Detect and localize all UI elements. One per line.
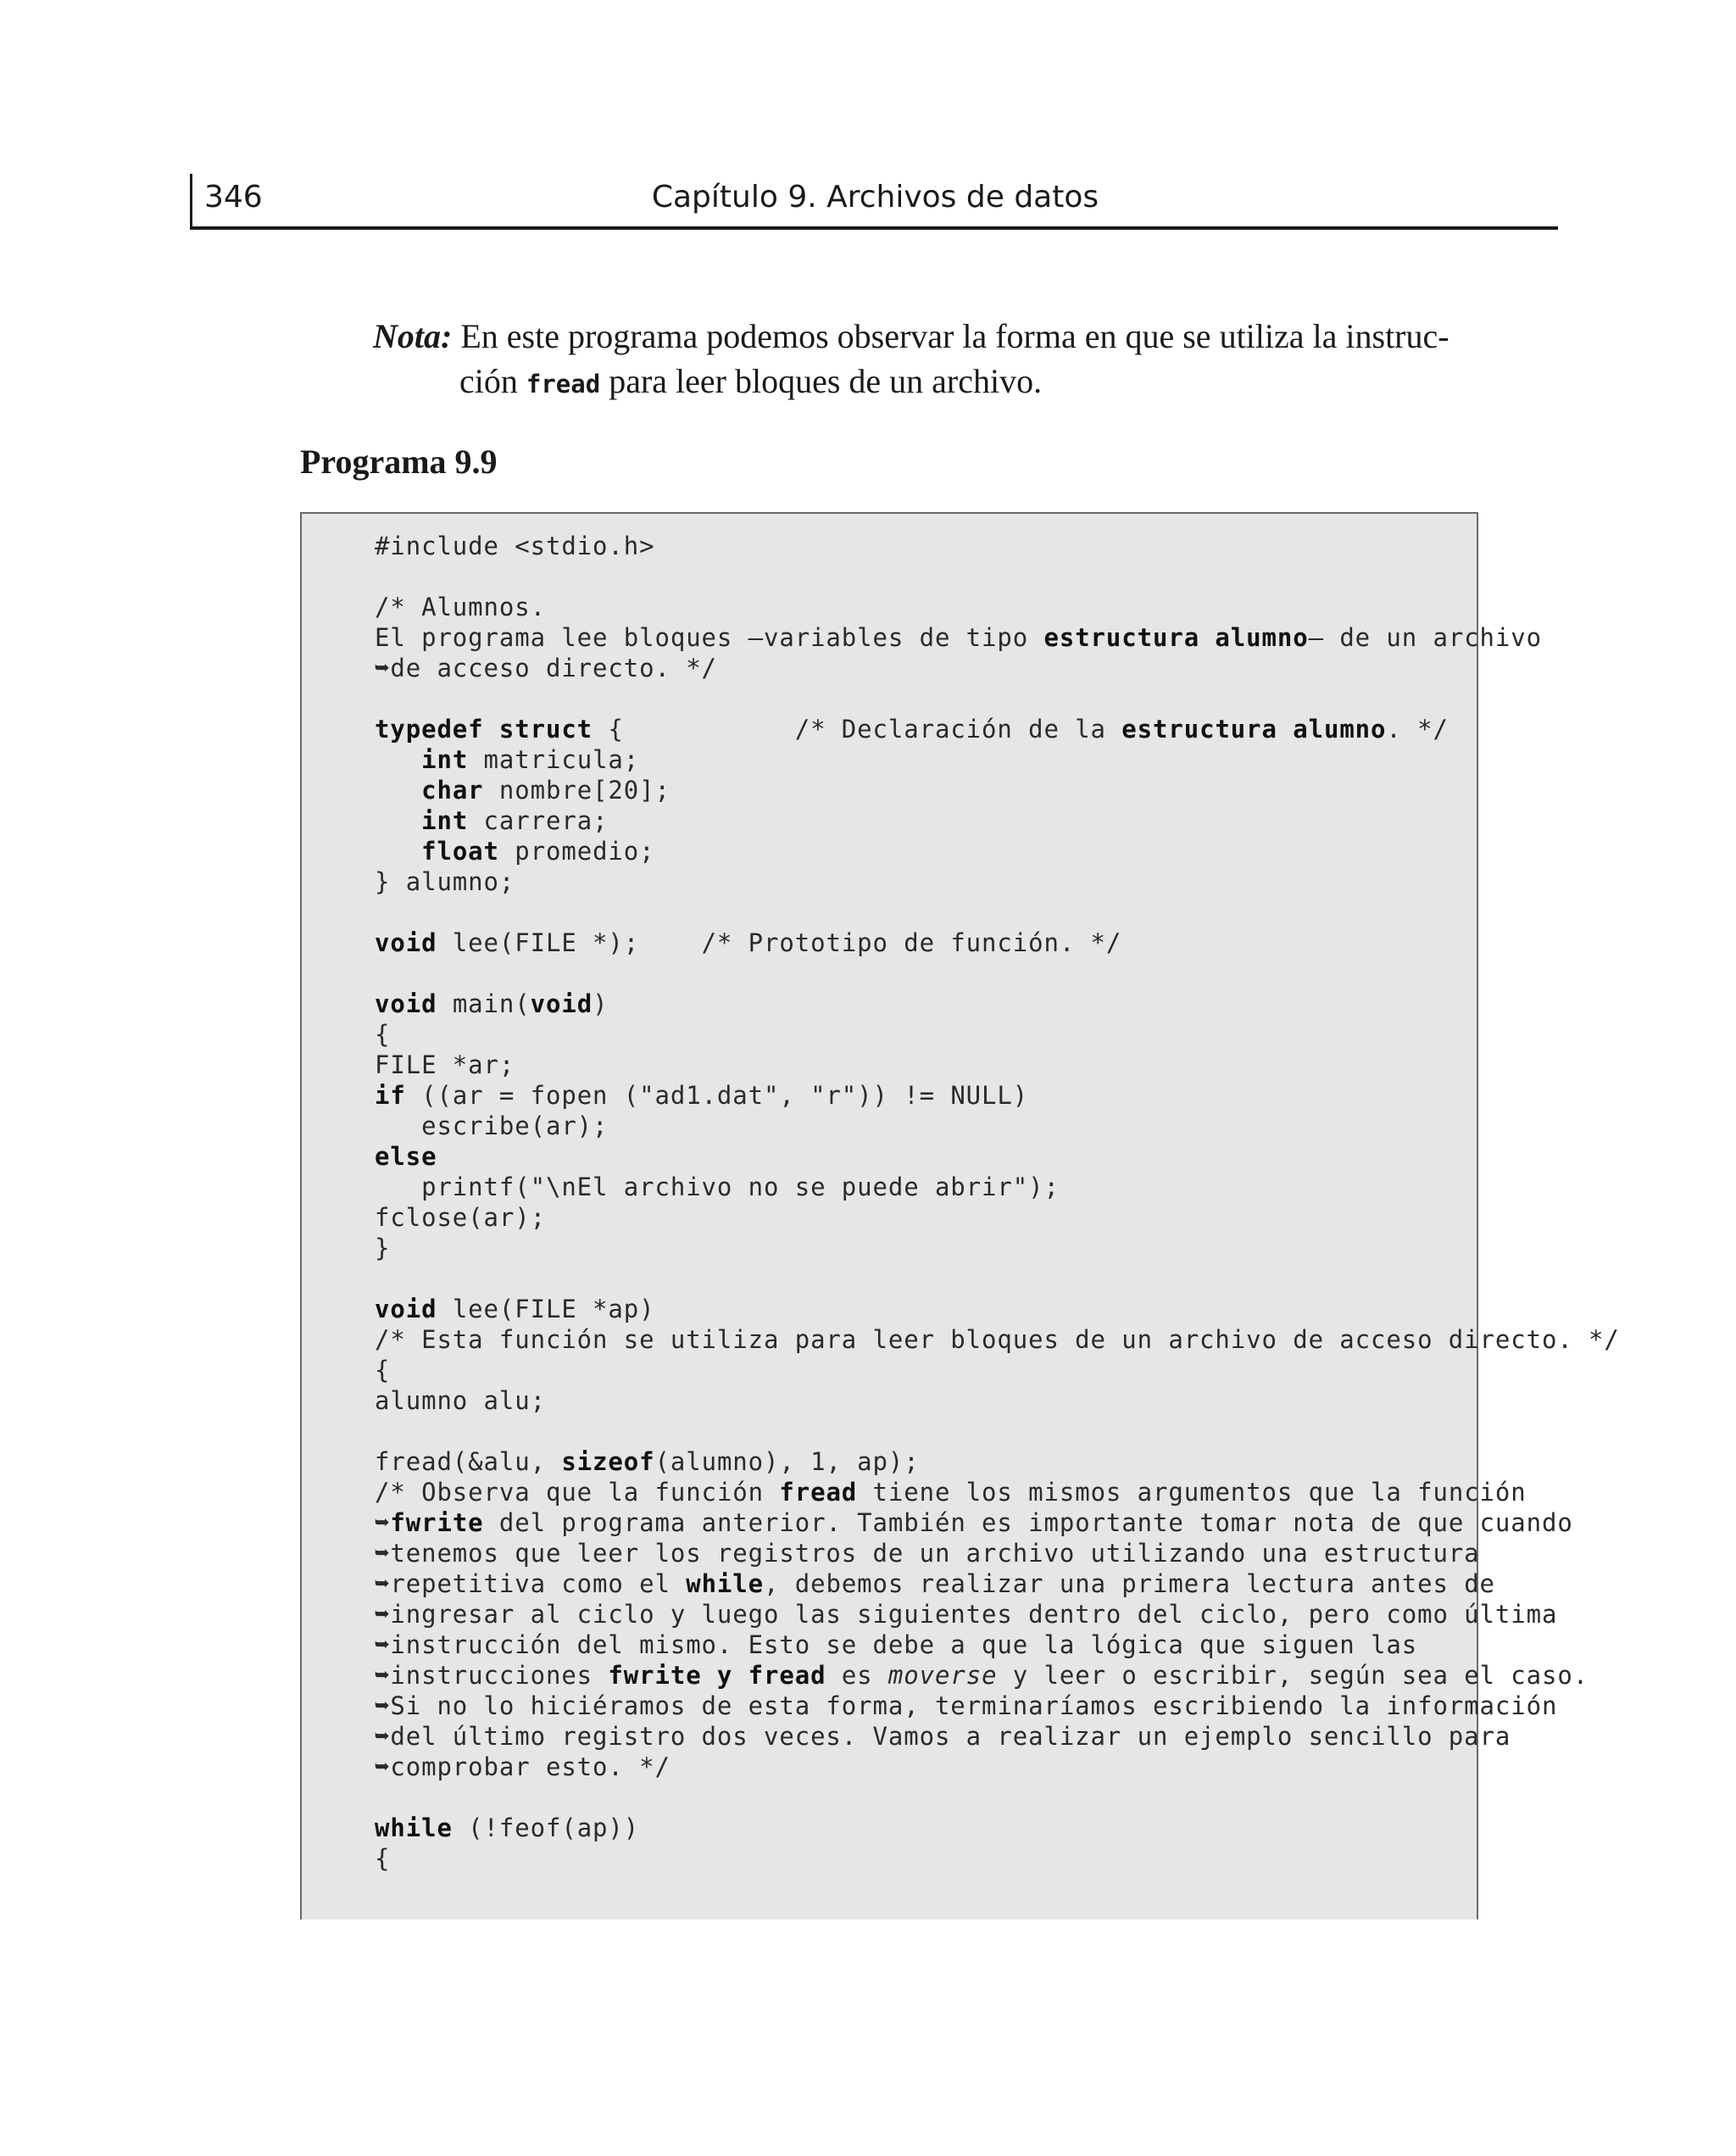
code-line [375, 1141, 1620, 1172]
program-title: Programa 9.9 [300, 443, 498, 481]
code-text: main( [437, 989, 531, 1018]
note-line-2 [373, 359, 1475, 407]
code-text: fread(&alu, [375, 1447, 562, 1476]
code-text: ➥tenemos que leer los registros de un archivo utilizando una estructura [375, 1539, 1480, 1568]
code-text: ➥Si no lo hiciéramos de esta forma, terminaríamos escribiendo la información [375, 1691, 1558, 1720]
code-line [375, 1172, 1620, 1202]
code-line [375, 1568, 1620, 1599]
code-line [375, 1446, 1620, 1477]
code-text: promedio; [498, 837, 655, 866]
code-text: ➥instrucción del mismo. Esto se debe a que la lógica que siguen las [375, 1630, 1418, 1659]
code-line [375, 622, 1620, 653]
code-line [375, 1752, 1620, 1782]
code-text: ➥instrucciones [375, 1661, 609, 1690]
code-listing-box [300, 512, 1620, 1919]
code-line [375, 561, 1620, 592]
code-line [375, 744, 1620, 775]
code-line [375, 1233, 1620, 1263]
inline-code-fread: fread [526, 370, 601, 398]
code-line [375, 592, 1620, 622]
code-text: ➥ingresar al ciclo y luego las siguientes dentro del ciclo, pero como última [375, 1600, 1558, 1629]
code-keyword: estructura alumno [1043, 623, 1309, 652]
code-text: nombre[20]; [483, 776, 670, 805]
code-line [375, 775, 1620, 805]
code-line [375, 653, 1620, 683]
code-text [375, 776, 421, 805]
code-text: FILE *ar; [375, 1050, 515, 1079]
code-line [375, 1630, 1620, 1660]
code-text: { [375, 1020, 391, 1049]
code-line [375, 836, 1620, 866]
code-text: ➥de acceso directo. */ [375, 654, 717, 682]
code-line [375, 1660, 1620, 1691]
code-text: ((ar = fopen ("ad1.dat", "r")) != NULL) [405, 1081, 1029, 1110]
note-paragraph [373, 314, 1475, 407]
code-text: . */ [1386, 715, 1449, 744]
code-keyword: else [375, 1142, 437, 1171]
code-text: — de un archivo [1308, 623, 1542, 652]
note-text-2b: para leer bloques de un archivo. [600, 362, 1043, 400]
page-header [190, 174, 1558, 230]
code-text: El programa lee bloques —variables de tipo [375, 623, 1044, 652]
code-line [375, 805, 1620, 836]
code-text: lee(FILE *); /* Prototipo de función. */ [437, 928, 1122, 957]
code-keyword: void [375, 989, 437, 1018]
code-line [375, 714, 1620, 744]
code-keyword: void [375, 1295, 437, 1323]
code-text: fclose(ar); [375, 1203, 546, 1232]
code-text: alumno alu; [375, 1386, 546, 1415]
code-line [375, 1782, 1620, 1813]
code-keyword: int [421, 806, 469, 835]
code-keyword: typedef struct [375, 715, 593, 744]
code-keyword: float [421, 837, 499, 866]
code-keyword: char [421, 776, 484, 805]
code-text: matricula; [468, 745, 640, 774]
code-text: /* Esta función se utiliza para leer bloques de un archivo de acceso directo. */ [375, 1325, 1620, 1354]
code-text: del programa anterior. También es importante tomar nota de que cuando [483, 1508, 1573, 1537]
code-keyword: estructura alumno [1121, 715, 1387, 744]
code-line [375, 1385, 1620, 1416]
code-line [375, 1813, 1620, 1843]
code-text: printf("\nEl archivo no se puede abrir"); [375, 1173, 1060, 1201]
code-line [375, 1111, 1620, 1141]
code-text: tiene los mismos argumentos que la función [857, 1478, 1527, 1507]
code-line [375, 1050, 1620, 1080]
code-text: #include <stdio.h> [375, 532, 655, 560]
code-text: ➥ [375, 1508, 391, 1537]
code-text: } alumno; [375, 867, 515, 896]
code-keyword: fwrite [390, 1508, 484, 1537]
code-text: /* Alumnos. [375, 593, 546, 621]
note-label: Nota: [373, 317, 453, 355]
code-line [375, 1691, 1620, 1721]
code-keyword: fwrite y fread [608, 1661, 826, 1690]
code-text: lee(FILE *ap) [437, 1295, 655, 1323]
code-line [375, 683, 1620, 714]
code-text: ➥repetitiva como el [375, 1569, 687, 1598]
code-text [375, 806, 421, 835]
code-line [375, 1263, 1620, 1294]
code-text: es [826, 1661, 888, 1690]
code-keyword: fread [779, 1478, 858, 1507]
code-line [375, 1416, 1620, 1446]
page-number: 346 [204, 180, 263, 214]
code-text [375, 837, 421, 866]
code-line [375, 1477, 1620, 1507]
note-text-1: En este programa podemos observar la forma en que se utiliza la instruc- [452, 317, 1449, 355]
code-keyword: void [375, 928, 437, 957]
code-line [375, 1355, 1620, 1385]
code-line [375, 1721, 1620, 1752]
code-text: y leer o escribir, según sea el caso. [997, 1661, 1589, 1690]
code-line [375, 1080, 1620, 1111]
code-line [375, 1843, 1620, 1874]
code-listing [375, 531, 1620, 1874]
code-text: carrera; [468, 806, 609, 835]
code-line [375, 1324, 1620, 1355]
code-text: /* Observa que la función [375, 1478, 780, 1507]
code-line [375, 989, 1620, 1019]
code-keyword: int [421, 745, 469, 774]
running-title: Capítulo 9. Archivos de datos [651, 180, 1099, 214]
code-text: escribe(ar); [375, 1111, 609, 1140]
code-text: { [375, 1356, 391, 1384]
code-text: ➥comprobar esto. */ [375, 1752, 670, 1781]
code-text: { [375, 1844, 391, 1873]
code-text: (alumno), 1, ap); [654, 1447, 920, 1476]
code-text: { /* Declaración de la [593, 715, 1122, 744]
code-text: moverse [887, 1661, 998, 1690]
code-line [375, 958, 1620, 989]
code-line [375, 1019, 1620, 1050]
code-line [375, 1294, 1620, 1324]
code-line [375, 1202, 1620, 1233]
code-line [375, 897, 1620, 928]
code-line [375, 1599, 1620, 1630]
code-text [375, 745, 421, 774]
code-keyword: while [686, 1569, 765, 1598]
code-text: } [375, 1234, 391, 1262]
code-line [375, 531, 1620, 561]
note-text-2a: ción [459, 362, 526, 400]
code-keyword: while [375, 1813, 453, 1842]
code-line [375, 1507, 1620, 1538]
code-text: ) [593, 989, 609, 1018]
note-line-1 [373, 314, 1475, 359]
code-text: ➥del último registro dos veces. Vamos a realizar un ejemplo sencillo para [375, 1722, 1511, 1751]
code-keyword: if [375, 1081, 406, 1110]
code-keyword: sizeof [561, 1447, 655, 1476]
code-line [375, 928, 1620, 958]
code-line [375, 866, 1620, 897]
code-text: , debemos realizar una primera lectura antes de [764, 1569, 1495, 1598]
code-keyword: void [530, 989, 593, 1018]
code-text: (!feof(ap)) [452, 1813, 640, 1842]
code-line [375, 1538, 1620, 1568]
